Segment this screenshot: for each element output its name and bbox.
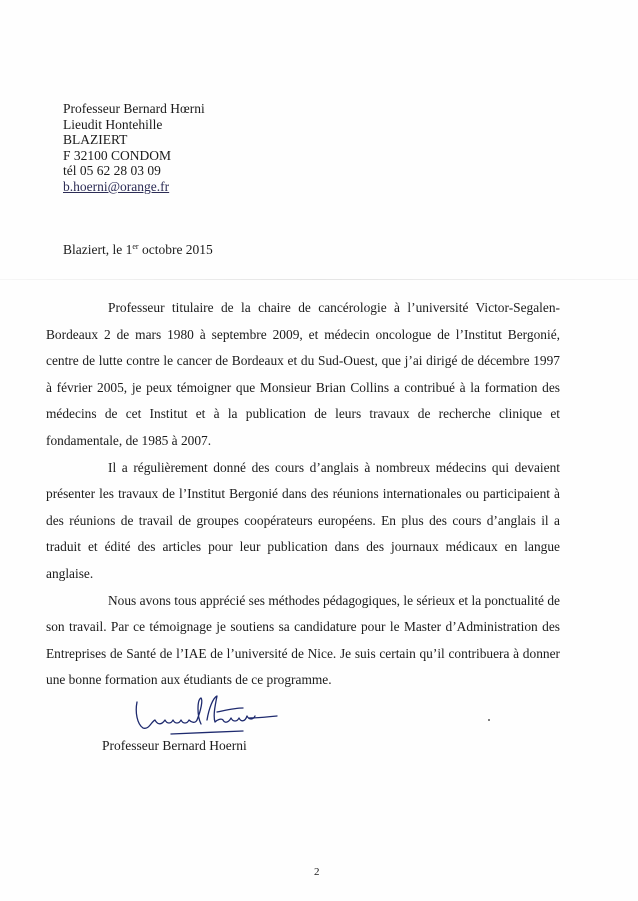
dateline-superscript: er (132, 242, 139, 251)
paper-fold-line (0, 279, 638, 280)
sender-address-line2: BLAZIERT (63, 132, 128, 148)
sender-email: b.hoerni@orange.fr (63, 178, 170, 194)
paragraph-2: Il a régulièrement donné des cours d’anglais à nombreux médecins qui devaient présenter les travaux de l’Institut Bergonié dans des réunions internationales ou participaient à des réunions de travail de groupes coopérateurs européens. En plus des cours d’anglais il a traduit et édité des articles pour leur publication dans des journaux médicaux en langue anglaise. (46, 459, 560, 581)
handwritten-signature (131, 690, 281, 740)
signer-name: Professeur Bernard Hoerni (102, 738, 247, 753)
dateline-suffix: octobre 2015 (138, 242, 213, 257)
dateline (63, 242, 213, 258)
paragraph-3: Nous avons tous apprécié ses méthodes pédagogiques, le sérieux et la ponctualité de son travail. Par ce témoignage je soutiens sa candidature pour le Master d’Administration des Entreprises de Santé de l’IAE de l’université de Nice. Je suis certain qu’il contribuera à donner une bonne formation aux étudiants de ce programme. (46, 592, 560, 688)
paragraph-1: Professeur titulaire de la chaire de cancérologie à l’université Victor-Segalen-Bordeaux 2 de mars 1980 à septembre 2009, et médecin oncologue de l’Institut Bergonié, centre de lutte contre le cancer de Bordeaux et du Sud-Ouest, que j’ai dirigé de décembre 1997 à février 2005, je peux témoigner que Monsieur Brian Collins a contribué à la formation des médecins de cet Institut et à la publication de leurs travaux de recherche clinique et fondamentale, de 1985 à 2007. (46, 300, 560, 448)
sender-address-line3: F 32100 CONDOM (63, 147, 172, 163)
page-number: 2 (314, 866, 320, 878)
scan-speck (488, 719, 490, 721)
sender-block (63, 101, 205, 195)
sender-name: Professeur Bernard Hœrni (63, 101, 205, 116)
sender-phone: tél 05 62 28 03 09 (63, 163, 161, 179)
sender-address-line1: Lieudit Hontehille (63, 116, 163, 132)
dateline-prefix: Blaziert, le 1 (63, 242, 133, 257)
letter-body (46, 295, 560, 694)
